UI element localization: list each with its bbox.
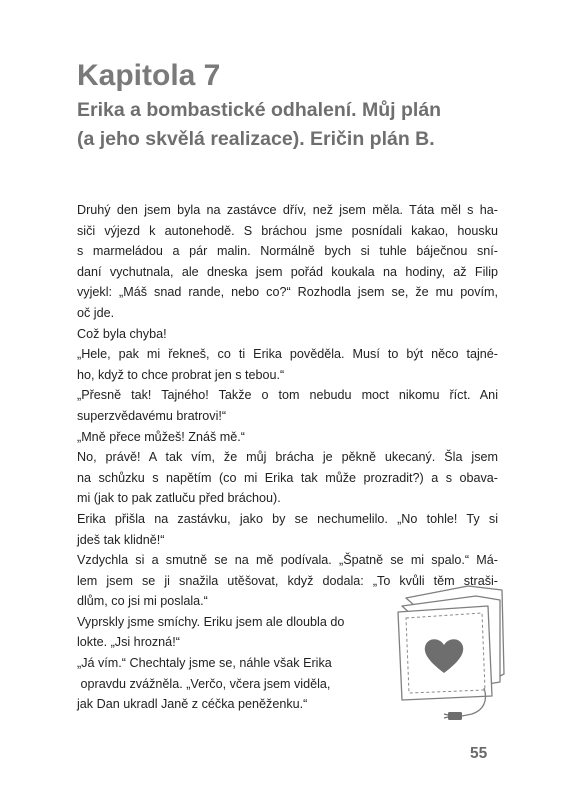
wallet-with-heart-icon bbox=[392, 578, 512, 728]
subtitle-line: Erika a bombastické odhalení. Můj plán bbox=[77, 99, 442, 121]
page-number: 55 bbox=[470, 745, 488, 762]
chapter-subtitle bbox=[77, 96, 517, 154]
text-line: superzvědavému bratrovi!“ bbox=[77, 408, 227, 423]
text-line: „Hele, pak mi řekneš, co ti Erika pověděla. Musí to být něco tajné- bbox=[77, 347, 498, 362]
chapter-title: Kapitola 7 bbox=[77, 59, 221, 92]
text-line: oč jde. bbox=[77, 305, 115, 320]
text-line: jdeš tak klidně!“ bbox=[77, 532, 165, 547]
text-line: s marmeládou a pár malin. Normálně bych si tuhle báječnou sní- bbox=[77, 244, 498, 259]
text-line: opravdu zvážněla. „Verčo, včera jsem viděla, bbox=[77, 676, 331, 691]
text-line: Vzdychla si a smutně se na mě podívala. „Špatně se mi spalo.“ Má- bbox=[77, 553, 498, 568]
text-line: ho, když to chce probrat jen s tebou.“ bbox=[77, 367, 285, 382]
text-line: jak Dan ukradl Janě z céčka peněženku.“ bbox=[77, 697, 308, 712]
text-line: mi (jak to pak zatluču před bráchou). bbox=[77, 491, 281, 506]
text-line: Vyprskly jsme smíchy. Eriku jsem ale dloubla do bbox=[77, 614, 345, 629]
text-line: Což byla chyba! bbox=[77, 326, 167, 341]
text-line: „Já vím.“ Chechtaly jsme se, náhle však Erika bbox=[77, 656, 332, 671]
subtitle-line: (a jeho skvělá realizace). Eričin plán B. bbox=[77, 128, 435, 150]
text-line: lem jsem se ji snažila utěšovat, když dodala: „To kvůli těm straši- bbox=[77, 573, 498, 588]
text-line: No, právě! A tak vím, že můj brácha je pěkně ukecaný. Šla jsem bbox=[77, 450, 498, 465]
text-line: vyjekl: „Máš snad rande, nebo co?“ Rozhodla jsem se, že mu povím, bbox=[77, 285, 498, 300]
text-line: daní vychutnala, ale dneska jsem pořád koukala na hodiny, až Filip bbox=[77, 264, 498, 279]
text-line: „Přesně tak! Tajného! Takže o tom nebudu moct nikomu říct. Ani bbox=[77, 388, 498, 403]
text-line: Druhý den jsem byla na zastávce dřív, než jsem měla. Táta měl s ha- bbox=[77, 203, 498, 217]
text-line: na schůzku s napětím (co mi Erika tak může prozradit?) a s obava- bbox=[77, 470, 498, 485]
text-line: siči výjezd k autonehodě. S bráchou jsme posnídali kakao, housku bbox=[77, 223, 498, 238]
text-line: dlům, co jsi mi poslala.“ bbox=[77, 594, 208, 609]
text-line: „Mně přece můžeš! Znáš mě.“ bbox=[77, 429, 245, 444]
text-line: lokte. „Jsi hrozná!“ bbox=[77, 635, 180, 650]
text-line: Erika přišla na zastávku, jako by se nechumelilo. „No tohle! Ty si bbox=[77, 511, 498, 526]
